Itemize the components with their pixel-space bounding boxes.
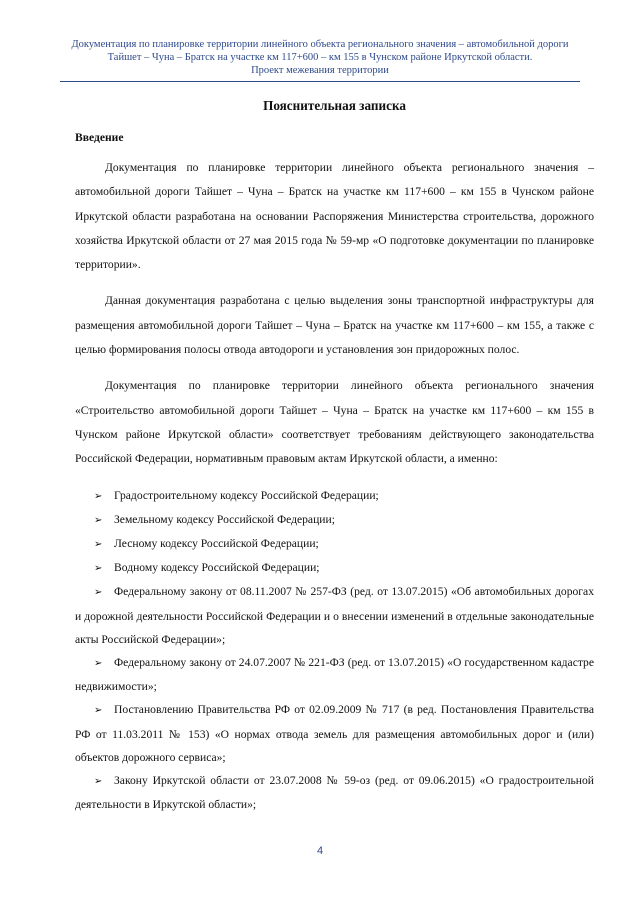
section-heading: Введение bbox=[75, 131, 124, 144]
list-item-text: Водному кодексу Российской Федерации; bbox=[114, 561, 320, 575]
paragraph: Документация по планировке территории линейного объекта регионального значения «Строительство автомобильной дороги Тайшет – Чуна – Братск на участке км 117+600 – км 155 в Чунском районе Иркутской области» соответствует требованиям действующего законодательства Российской Федерации, нормативным правовым актам Иркутской области, а именно: bbox=[75, 379, 594, 466]
list-item bbox=[75, 698, 594, 769]
paragraph: Данная документация разработана с целью выделения зоны транспортной инфраструктуры для размещения автомобильной дороги Тайшет – Чуна – Братск на участке км 117+600 – км 155, а также с целью формирования полосы отвода автодороги и установления зон придорожных полос. bbox=[75, 294, 594, 357]
document-title: Пояснительная записка bbox=[263, 98, 406, 113]
list-item bbox=[75, 769, 594, 816]
page-number: 4 bbox=[316, 845, 324, 857]
list-item bbox=[75, 651, 594, 698]
arrow-bullet-icon: ➢ bbox=[94, 538, 103, 550]
legislation-list bbox=[75, 484, 594, 817]
arrow-bullet-icon: ➢ bbox=[94, 776, 103, 787]
list-item-text: Федеральному закону от 24.07.2007 № 221-ФЗ (ред. от 13.07.2015) «О государственном кадастре недвижимости»; bbox=[75, 655, 594, 694]
arrow-bullet-icon: ➢ bbox=[94, 490, 103, 502]
arrow-bullet-icon: ➢ bbox=[94, 563, 103, 575]
arrow-bullet-icon: ➢ bbox=[94, 514, 103, 526]
list-item-text: Градостроительному кодексу Российской Федерации; bbox=[114, 488, 379, 502]
list-item-text: Закону Иркутской области от 23.07.2008 № 59-оз (ред. от 09.06.2015) «О градостроительной деятельности в Иркутской области»; bbox=[75, 774, 594, 812]
list-item bbox=[75, 580, 594, 651]
arrow-bullet-icon: ➢ bbox=[94, 705, 103, 717]
list-item bbox=[75, 484, 594, 508]
header-divider bbox=[60, 81, 580, 82]
list-item-text: Постановлению Правительства РФ от 02.09.2009 № 717 (в ред. Постановления Правительства РФ от 11.03.2011 № 153) «О нормах отвода земель для размещения автомобильных дорог и (или) объектов дорожного сервиса»; bbox=[75, 703, 594, 764]
page-header bbox=[60, 38, 580, 77]
list-item bbox=[75, 556, 594, 580]
document-body bbox=[75, 98, 594, 816]
list-item-text: Федеральному закону от 08.11.2007 № 257-ФЗ (ред. от 13.07.2015) «Об автомобильных дорогах и дорожной деятельности Российской Федерации и о внесении изменений в отдельные законодательные акты Российской Федерации»; bbox=[75, 585, 594, 646]
arrow-bullet-icon: ➢ bbox=[94, 587, 103, 599]
list-item-text: Лесному кодексу Российской Федерации; bbox=[114, 536, 319, 550]
arrow-bullet-icon: ➢ bbox=[94, 657, 103, 669]
list-item bbox=[75, 508, 594, 532]
header-line-1: Документация по планировке территории линейного объекта регионального значения – автомобильной дороги bbox=[71, 39, 569, 50]
list-item-text: Земельному кодексу Российской Федерации; bbox=[114, 512, 335, 526]
list-item bbox=[75, 532, 594, 556]
paragraph: Документация по планировке территории линейного объекта регионального значения – автомобильной дороги Тайшет – Чуна – Братск на участке км 117+600 – км 155 в Чунском районе Иркутской области разработана на основании Распоряжения Министерства строительства, дорожного хозяйства Иркутской области от 27 мая 2015 года № 59-мр «О подготовке документации по планировке территории». bbox=[75, 161, 594, 272]
header-line-2: Тайшет – Чуна – Братск на участке км 117+600 – км 155 в Чунском районе Иркутской области. bbox=[107, 52, 533, 63]
header-line-3: Проект межевания территории bbox=[251, 65, 389, 76]
